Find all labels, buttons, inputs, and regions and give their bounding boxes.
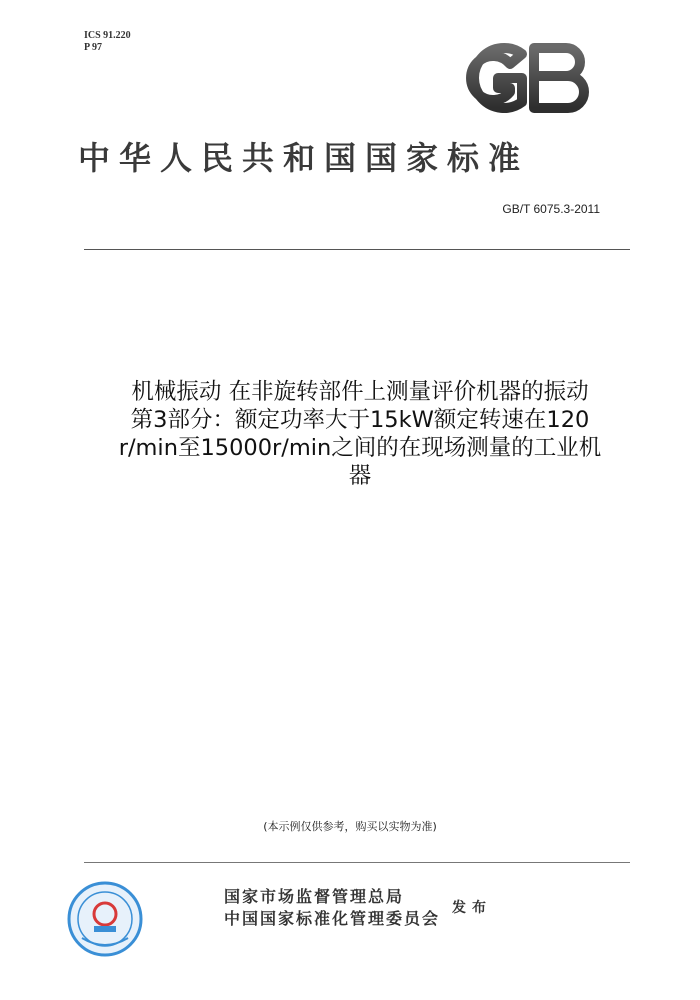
title-line-4: 器 (348, 463, 372, 489)
issuing-authorities (224, 886, 440, 930)
issued-label: 发布 (452, 900, 492, 916)
top-divider (84, 249, 630, 250)
document-title (40, 378, 680, 490)
issuer-2: 中国国家标准化管理委员会 (224, 909, 441, 928)
title-line-1: 机械振动 在非旋转部件上测量评价机器的振动 (131, 379, 589, 405)
class-code: P 97 (84, 42, 103, 53)
title-line-3: r/min至15000r/min之间的在现场测量的工业机 (118, 435, 602, 461)
seal-stamp-icon (66, 880, 144, 958)
gb-logo-icon (462, 42, 592, 114)
issuer-1: 国家市场监督管理总局 (224, 887, 405, 906)
ics-code: ICS 91.220 (84, 30, 131, 41)
country-standard-title: 中华人民共和国国家标准 (78, 139, 530, 177)
title-line-2: 第3部分：额定功率大于15kW额定转速在120 (130, 407, 590, 433)
standard-number: GB/T 6075.3-2011 (502, 202, 600, 216)
sample-note: (本示例仅供参考，购买以实物为准) (263, 820, 437, 833)
bottom-divider (84, 862, 630, 863)
classification-codes (84, 30, 131, 54)
